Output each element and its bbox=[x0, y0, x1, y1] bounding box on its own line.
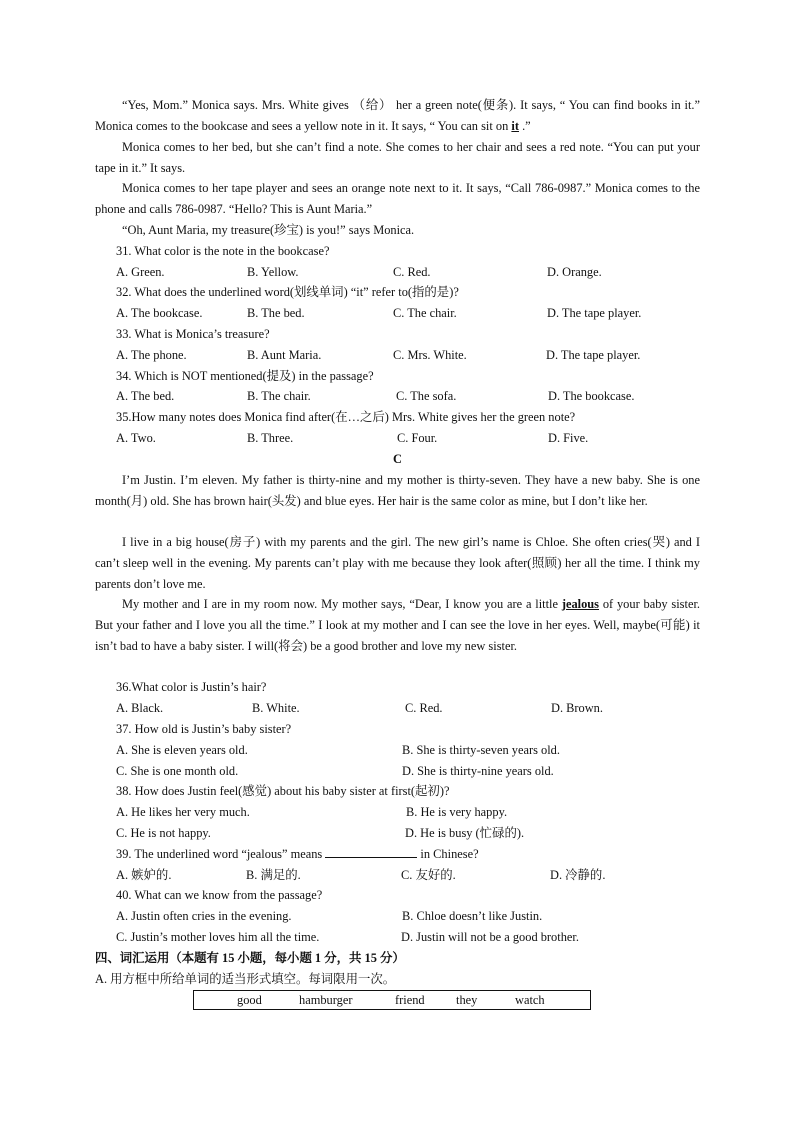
passage-b-p1-end: .” bbox=[518, 118, 531, 133]
section-4-instruction: A. 用方框中所给单词的适当形式填空。每词限用一次。 bbox=[95, 972, 396, 986]
question-35: 35.How many notes does Monica find after(在…之后) Mrs. White gives her the green note? bbox=[116, 410, 576, 424]
question-37: 37. How old is Justin’s baby sister? bbox=[116, 722, 292, 736]
q40-option-c[interactable]: C. Justin’s mother loves him all the time. bbox=[116, 930, 320, 944]
passage-b-paragraph-4: “Oh, Aunt Maria, my treasure(珍宝) is you!” says Monica. bbox=[122, 223, 415, 237]
q36-option-a[interactable]: A. Black. bbox=[116, 701, 164, 715]
question-31: 31. What color is the note in the bookcase? bbox=[116, 244, 330, 258]
section-c-heading: C bbox=[393, 452, 402, 466]
q40-option-b[interactable]: B. Chloe doesn’t like Justin. bbox=[402, 909, 543, 923]
q33-option-c[interactable]: C. Mrs. White. bbox=[393, 348, 467, 362]
question-34: 34. Which is NOT mentioned(提及) in the passage? bbox=[116, 369, 374, 383]
word-bank-item: friend bbox=[395, 993, 425, 1007]
passage-c-paragraph-3 bbox=[95, 594, 700, 657]
word-bank-item: watch bbox=[515, 993, 545, 1007]
q36-option-c[interactable]: C. Red. bbox=[405, 701, 443, 715]
q38-option-d[interactable]: D. He is busy (忙碌的). bbox=[405, 826, 525, 840]
passage-b-paragraph-1 bbox=[95, 95, 700, 137]
q38-option-b[interactable]: B. He is very happy. bbox=[406, 805, 508, 819]
passage-c-paragraph-2: I live in a big house(房子) with my parents and the girl. The new girl’s name is Chloe. She often cries(哭) and I can’t sleep well in the evening. My parents can’t play with me because they look after(照顾) her all the time. I think my parents don’t love me. bbox=[95, 535, 700, 591]
q39-option-a[interactable]: A. 嫉妒的. bbox=[116, 868, 172, 882]
q32-option-d[interactable]: D. The tape player. bbox=[547, 306, 642, 320]
passage-b-paragraph-3: Monica comes to her tape player and sees an orange note next to it. It says, “Call 786-0987.” Monica comes to the phone and calls 786-0987. “Hello? This is Aunt Maria.” bbox=[95, 181, 700, 216]
q34-option-c[interactable]: C. The sofa. bbox=[396, 389, 457, 403]
word-bank-item: good bbox=[237, 993, 262, 1007]
q35-option-d[interactable]: D. Five. bbox=[548, 431, 589, 445]
q40-option-d[interactable]: D. Justin will not be a good brother. bbox=[401, 930, 579, 944]
q36-option-b[interactable]: B. White. bbox=[252, 701, 300, 715]
q37-option-c[interactable]: C. She is one month old. bbox=[116, 764, 239, 778]
q31-option-c[interactable]: C. Red. bbox=[393, 265, 431, 279]
q34-option-a[interactable]: A. The bed. bbox=[116, 389, 175, 403]
q37-option-d[interactable]: D. She is thirty-nine years old. bbox=[402, 764, 554, 778]
underlined-word-jealous: jealous bbox=[561, 597, 600, 611]
q32-option-c[interactable]: C. The chair. bbox=[393, 306, 457, 320]
word-bank-item: they bbox=[456, 993, 478, 1007]
q31-option-b[interactable]: B. Yellow. bbox=[247, 265, 299, 279]
q35-option-c[interactable]: C. Four. bbox=[397, 431, 438, 445]
passage-c-p3-end: of your baby sister. But your father and I love you all the time.” I look at my mother and I can see the love in her eyes. Well, maybe(可能) it isn’t bad to have a baby sister. I will(将会) be a good brother and love my new sister. bbox=[95, 597, 700, 653]
q33-option-b[interactable]: B. Aunt Maria. bbox=[247, 348, 322, 362]
q35-option-a[interactable]: A. Two. bbox=[116, 431, 156, 445]
q31-option-a[interactable]: A. Green. bbox=[116, 265, 165, 279]
passage-c-paragraph-1: I’m Justin. I’m eleven. My father is thirty-nine and my mother is thirty-seven. They have a new baby. She is one month(月) old. She has brown hair(头发) and blue eyes. Her hair is the same color as mine, but I don’t like her. bbox=[95, 473, 700, 508]
q38-option-a[interactable]: A. He likes her very much. bbox=[116, 805, 250, 819]
q36-option-d[interactable]: D. Brown. bbox=[551, 701, 603, 715]
word-bank-box bbox=[193, 990, 591, 1010]
q33-option-a[interactable]: A. The phone. bbox=[116, 348, 187, 362]
question-32: 32. What does the underlined word(划线单词) “it” refer to(指的是)? bbox=[116, 285, 459, 299]
q31-option-d[interactable]: D. Orange. bbox=[547, 265, 602, 279]
q40-option-a[interactable]: A. Justin often cries in the evening. bbox=[116, 909, 292, 923]
q39-text-end: in Chinese? bbox=[417, 847, 479, 861]
question-39 bbox=[116, 844, 479, 865]
section-4-heading: 四、词汇运用（本题有 15 小题，每小题 1 分，共 15 分） bbox=[95, 951, 405, 965]
q34-option-d[interactable]: D. The bookcase. bbox=[548, 389, 635, 403]
q39-text-start: 39. The underlined word “jealous” means bbox=[116, 847, 326, 861]
q32-option-a[interactable]: A. The bookcase. bbox=[116, 306, 203, 320]
question-38: 38. How does Justin feel(感觉) about his baby sister at first(起初)? bbox=[116, 784, 450, 798]
question-33: 33. What is Monica’s treasure? bbox=[116, 327, 270, 341]
question-40: 40. What can we know from the passage? bbox=[116, 888, 323, 902]
q33-option-d[interactable]: D. The tape player. bbox=[546, 348, 641, 362]
q34-option-b[interactable]: B. The chair. bbox=[247, 389, 311, 403]
q32-option-b[interactable]: B. The bed. bbox=[247, 306, 305, 320]
question-36: 36.What color is Justin’s hair? bbox=[116, 680, 267, 694]
underlined-word-it: it bbox=[511, 118, 519, 133]
passage-b-paragraph-2: Monica comes to her bed, but she can’t find a note. She comes to her chair and sees a red note. “You can put your tape in it.” It says. bbox=[95, 140, 700, 175]
q37-option-a[interactable]: A. She is eleven years old. bbox=[116, 743, 248, 757]
q39-option-b[interactable]: B. 满足的. bbox=[246, 868, 301, 882]
q38-option-c[interactable]: C. He is not happy. bbox=[116, 826, 211, 840]
passage-c-p3-start: My mother and I are in my room now. My mother says, “Dear, I know you are a little bbox=[122, 597, 562, 611]
word-bank-item: hamburger bbox=[299, 993, 353, 1007]
q37-option-b[interactable]: B. She is thirty-seven years old. bbox=[402, 743, 560, 757]
q39-option-c[interactable]: C. 友好的. bbox=[401, 868, 456, 882]
q35-option-b[interactable]: B. Three. bbox=[247, 431, 294, 445]
q39-answer-blank[interactable] bbox=[325, 845, 417, 858]
passage-b-p1-text: “Yes, Mom.” Monica says. Mrs. White gives （给） her a green note(便条). It says, “ You can find books in it.” Monica comes to the bookcase and sees a yellow note in it. It says, “ You can sit on bbox=[95, 98, 700, 133]
q39-option-d[interactable]: D. 冷静的. bbox=[550, 868, 606, 882]
